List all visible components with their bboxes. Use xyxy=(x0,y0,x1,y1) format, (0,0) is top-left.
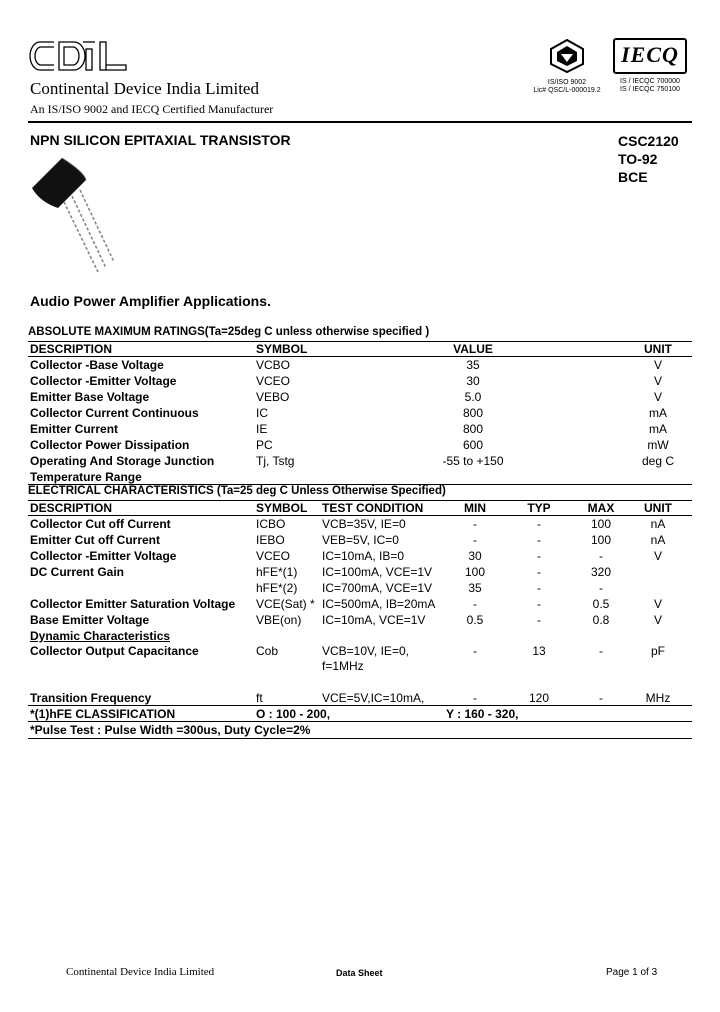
header-divider xyxy=(28,121,692,123)
iecq-line-2: IS / IECQC 750100 xyxy=(620,86,680,93)
iso-line-1: IS/ISO 9002 xyxy=(547,79,587,86)
row-symbol: Tj, Tstg xyxy=(256,454,295,468)
row-unit: deg C xyxy=(641,454,675,468)
row-unit: V xyxy=(653,390,662,404)
table-row xyxy=(28,453,692,469)
row-value: 800 xyxy=(462,406,484,420)
pulse-rule-bottom xyxy=(28,738,692,739)
logo-text: CDIL xyxy=(28,38,31,39)
col-value: VALUE xyxy=(453,342,493,356)
iso-q-mark-icon xyxy=(547,38,587,74)
pulse-test-note: *Pulse Test : Pulse Width =300us, Duty Cycle=2% xyxy=(30,723,311,737)
row-test-condition: VCB=10V, IE=0, xyxy=(322,644,409,658)
row-description: Emitter Base Voltage xyxy=(30,390,150,404)
row-min: 30 xyxy=(468,549,482,563)
row-symbol: IE xyxy=(256,422,268,436)
row-symbol: ft xyxy=(256,691,263,705)
row-min: 35 xyxy=(468,581,482,595)
application-heading: Audio Power Amplifier Applications. xyxy=(30,293,271,309)
row-symbol: VBE(on) xyxy=(256,613,302,627)
hfe-class-y: Y : 160 - 320, xyxy=(446,707,519,721)
row-typ: - xyxy=(537,549,541,563)
row-typ: - xyxy=(537,533,541,547)
row-value: 5.0 xyxy=(464,390,482,404)
row-description: Transition Frequency xyxy=(30,691,152,705)
pinout: BCE xyxy=(618,169,648,185)
elec-heading: ELECTRICAL CHARACTERISTICS (Ta=25 deg C Unless Otherwise Specified) xyxy=(28,485,446,497)
part-number: CSC2120 xyxy=(618,133,679,149)
abs-max-header-row xyxy=(28,341,692,357)
row-test-condition: IC=100mA, VCE=1V xyxy=(322,565,433,579)
table-row xyxy=(28,405,692,421)
table-row xyxy=(28,516,692,532)
hfe-class-o: O : 100 - 200, xyxy=(256,707,331,721)
row-min: 100 xyxy=(464,565,486,579)
row-description: Collector Power Dissipation xyxy=(30,438,190,452)
row-min: - xyxy=(473,644,477,658)
col-unit: UNIT xyxy=(644,342,672,356)
table-row xyxy=(28,421,692,437)
row-symbol: hFE*(2) xyxy=(256,581,298,595)
row-unit: nA xyxy=(650,533,666,547)
row-description: Collector Emitter Saturation Voltage xyxy=(30,597,236,611)
col-description: DESCRIPTION xyxy=(30,501,113,515)
footer-page-number: Page 1 of 3 xyxy=(606,967,658,978)
row-unit: MHz xyxy=(645,691,671,705)
table-row xyxy=(28,437,692,453)
row-value: 600 xyxy=(462,438,484,452)
row-description: Base Emitter Voltage xyxy=(30,613,150,627)
row-symbol: VCEO xyxy=(256,374,291,388)
col-max: MAX xyxy=(587,501,615,515)
table-row xyxy=(28,612,692,628)
hfe-classification-row xyxy=(28,706,692,722)
table-row xyxy=(28,548,692,564)
row-description: Emitter Current xyxy=(30,422,119,436)
table-row xyxy=(28,596,692,612)
row-description: Emitter Cut off Current xyxy=(30,533,160,547)
col-unit: UNIT xyxy=(644,501,672,515)
row-symbol: IEBO xyxy=(256,533,285,547)
elec-header-row xyxy=(28,500,692,516)
row-description: Collector -Emitter Voltage xyxy=(30,374,177,388)
table-row xyxy=(28,469,692,485)
row-description: Temperature Range xyxy=(30,470,142,484)
row-value: 30 xyxy=(466,374,480,388)
table-row xyxy=(28,690,692,706)
row-description: Collector -Base Voltage xyxy=(30,358,164,372)
row-value: -55 to +150 xyxy=(442,454,504,468)
row-unit: mA xyxy=(649,422,667,436)
row-unit: V xyxy=(653,549,662,563)
footer-datasheet: Data Sheet xyxy=(336,968,383,978)
hfe-label: *(1)hFE CLASSIFICATION xyxy=(30,707,176,721)
row-description: Collector Output Capacitance xyxy=(30,644,199,658)
row-typ: - xyxy=(537,517,541,531)
row-max: - xyxy=(599,691,603,705)
row-symbol: PC xyxy=(256,438,273,452)
table-row xyxy=(28,532,692,548)
row-unit: V xyxy=(653,613,662,627)
iso-line-2: Lic# QSC/L-000019.2 xyxy=(533,87,601,94)
table-row-continuation xyxy=(28,658,692,674)
row-typ: - xyxy=(537,597,541,611)
dynamic-heading: Dynamic Characteristics xyxy=(30,629,171,643)
cdil-logo xyxy=(28,38,138,81)
row-typ: - xyxy=(537,581,541,595)
row-symbol: hFE*(1) xyxy=(256,565,298,579)
row-test-condition: IC=10mA, IB=0 xyxy=(322,549,405,563)
company-tagline: An IS/ISO 9002 and IECQ Certified Manufacturer xyxy=(30,102,274,116)
company-name: Continental Device India Limited xyxy=(30,79,259,98)
transistor-image xyxy=(24,150,124,285)
iso-certification xyxy=(532,38,602,95)
cdil-logo-graphic xyxy=(28,38,138,76)
row-symbol: VCEO xyxy=(256,549,291,563)
row-max: 100 xyxy=(590,533,612,547)
row-description: Operating And Storage Junction xyxy=(30,454,215,468)
product-title: NPN SILICON EPITAXIAL TRANSISTOR xyxy=(30,132,291,148)
row-value: 35 xyxy=(466,358,480,372)
col-test-condition: TEST CONDITION xyxy=(322,501,424,515)
row-min: - xyxy=(473,597,477,611)
row-test-condition: f=1MHz xyxy=(322,659,364,673)
table-row xyxy=(28,373,692,389)
row-test-condition: VCB=35V, IE=0 xyxy=(322,517,406,531)
row-symbol: Cob xyxy=(256,644,279,658)
row-test-condition: IC=10mA, VCE=1V xyxy=(322,613,426,627)
row-typ: - xyxy=(537,613,541,627)
table-row xyxy=(28,389,692,405)
row-unit: V xyxy=(653,597,662,611)
pulse-note-row xyxy=(28,722,692,738)
row-symbol: VCBO xyxy=(256,358,291,372)
row-unit: V xyxy=(653,374,662,388)
row-typ: - xyxy=(537,565,541,579)
row-max: 320 xyxy=(590,565,612,579)
row-test-condition: VCE=5V,IC=10mA, xyxy=(322,691,425,705)
row-min: 0.5 xyxy=(466,613,484,627)
table-row xyxy=(28,357,692,373)
row-test-condition: VEB=5V, IC=0 xyxy=(322,533,399,547)
iecq-line-1: IS / IECQC 700000 xyxy=(620,78,680,85)
row-min: - xyxy=(473,533,477,547)
col-symbol: SYMBOL xyxy=(256,342,308,356)
table-row xyxy=(28,643,692,659)
table-row xyxy=(28,564,692,580)
package-type: TO-92 xyxy=(618,151,658,167)
row-unit: nA xyxy=(650,517,666,531)
row-description: Collector -Emitter Voltage xyxy=(30,549,177,563)
row-max: 100 xyxy=(590,517,612,531)
part-info xyxy=(618,132,679,186)
row-symbol: VCE(Sat) * xyxy=(256,597,315,611)
row-symbol: ICBO xyxy=(256,517,286,531)
row-max: - xyxy=(599,549,603,563)
row-unit: V xyxy=(653,358,662,372)
footer-company: Continental Device India Limited xyxy=(66,966,215,978)
abs-max-heading: ABSOLUTE MAXIMUM RATINGS(Ta=25deg C unless otherwise specified ) xyxy=(28,326,430,338)
col-description: DESCRIPTION xyxy=(30,342,113,356)
row-min: - xyxy=(473,691,477,705)
row-symbol: VEBO xyxy=(256,390,290,404)
col-min: MIN xyxy=(464,501,486,515)
dynamic-heading-row xyxy=(28,628,692,644)
row-min: - xyxy=(473,517,477,531)
row-test-condition: IC=500mA, IB=20mA xyxy=(322,597,436,611)
row-symbol: IC xyxy=(256,406,268,420)
row-max: 0.8 xyxy=(592,613,610,627)
row-typ: 13 xyxy=(532,644,546,658)
row-description: Collector Cut off Current xyxy=(30,517,171,531)
row-description: DC Current Gain xyxy=(30,565,125,579)
row-value: 800 xyxy=(462,422,484,436)
iecq-certification xyxy=(610,38,690,94)
row-max: - xyxy=(599,581,603,595)
iecq-logo: IECQ xyxy=(613,38,687,74)
to92-package-icon xyxy=(24,150,124,280)
table-row xyxy=(28,580,692,596)
row-unit: mW xyxy=(647,438,669,452)
row-typ: 120 xyxy=(528,691,550,705)
col-typ: TYP xyxy=(527,501,551,515)
row-unit: pF xyxy=(650,644,665,658)
row-unit: mA xyxy=(649,406,667,420)
col-symbol: SYMBOL xyxy=(256,501,308,515)
row-test-condition: IC=700mA, VCE=1V xyxy=(322,581,433,595)
row-description: Collector Current Continuous xyxy=(30,406,199,420)
row-max: 0.5 xyxy=(592,597,610,611)
row-max: - xyxy=(599,644,603,658)
